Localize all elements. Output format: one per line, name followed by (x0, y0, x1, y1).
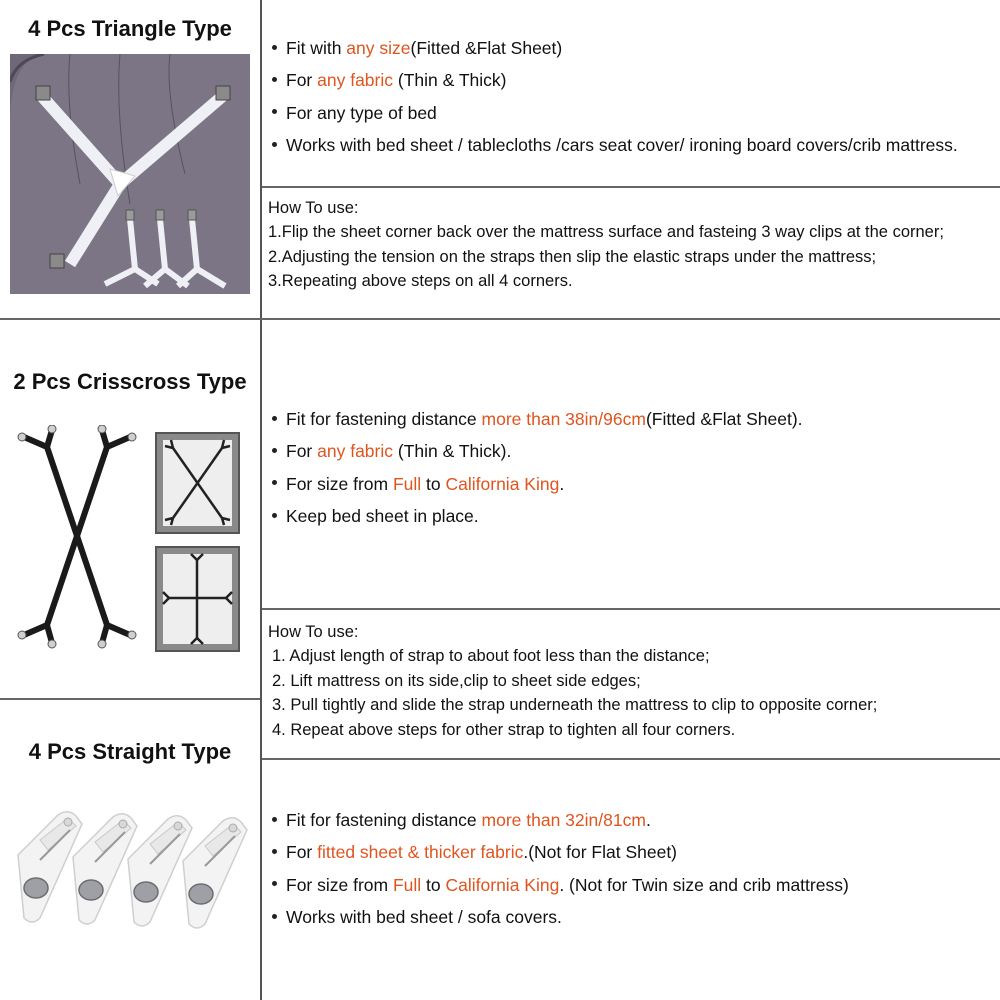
feature-bullet (268, 804, 849, 836)
highlight-text: California King (445, 473, 560, 494)
body-text: . (Not for Twin size and crib mattress) (559, 874, 849, 895)
section-divider (0, 318, 1000, 320)
crisscross-howto (268, 620, 877, 742)
feature-bullet (268, 869, 849, 901)
howto-divider (262, 186, 1000, 188)
bullet-icon (272, 849, 277, 854)
highlight-text: any fabric (317, 70, 393, 91)
crisscross-mattress-diagram-top (155, 432, 240, 534)
feature-bullet (268, 435, 803, 467)
highlight-text: more than 32in/81cm (481, 810, 646, 830)
bullet-icon (272, 480, 277, 485)
rt (286, 70, 506, 90)
triangle-features (268, 32, 958, 161)
body-text: For any type of bed (286, 102, 437, 123)
rt (286, 907, 562, 927)
crisscross-features (268, 403, 803, 532)
section-title-triangle: 4 Pcs Triangle Type (28, 16, 232, 41)
bullet-icon (272, 448, 277, 453)
bullet-icon (272, 513, 277, 518)
feature-bullet (268, 500, 803, 532)
body-text: Keep bed sheet in place. (286, 505, 479, 526)
body-text: (Thin & Thick). (393, 441, 512, 462)
rt (286, 506, 479, 526)
rt (286, 875, 849, 895)
feature-bullet (268, 836, 849, 868)
body-text: Fit for fastening distance (286, 409, 482, 429)
crisscross-strap-image (12, 425, 142, 650)
body-text: For size from (286, 874, 393, 895)
highlight-text: more than 38in/96cm (481, 409, 646, 429)
straight-features (268, 804, 849, 933)
feature-bullet (268, 64, 958, 96)
howto-step: 3. Pull tightly and slide the strap underneath the mattress to clip to opposite corner; (272, 696, 878, 714)
rt (286, 103, 437, 123)
section-title-crisscross: 2 Pcs Crisscross Type (13, 369, 247, 394)
body-text: . (645, 810, 651, 830)
rt (286, 409, 803, 429)
feature-bullet (268, 97, 958, 129)
howto-title: How To use: (268, 623, 359, 641)
howto-title: How To use: (268, 199, 359, 217)
crisscross-mattress-diagram-bottom (155, 546, 240, 652)
section-divider (262, 758, 1000, 760)
rt (286, 810, 651, 830)
body-text: .(Not for Flat Sheet) (523, 842, 678, 863)
feature-bullet (268, 468, 803, 500)
highlight-text: any size (346, 38, 411, 58)
triangle-clip-image (10, 54, 250, 294)
bullet-icon (272, 914, 277, 919)
body-text: For (286, 70, 318, 91)
howto-step: 2. Lift mattress on its side,clip to sheet side edges; (272, 671, 641, 690)
rt (286, 474, 564, 494)
rt (286, 441, 511, 461)
body-text: to (421, 874, 446, 895)
highlight-text: Full (392, 473, 422, 494)
body-text: . (559, 473, 565, 494)
highlight-text: any fabric (317, 441, 393, 462)
section-title-straight: 4 Pcs Straight Type (28, 739, 232, 764)
body-text: (Fitted &Flat Sheet) (410, 38, 563, 58)
rt (286, 38, 562, 58)
body-text: (Thin & Thick) (393, 70, 507, 91)
feature-bullet (268, 129, 958, 161)
bullet-icon (272, 881, 277, 886)
rt (286, 135, 958, 155)
howto-step: 2.Adjusting the tension on the straps then slip the elastic straps under the mattress; (268, 247, 877, 266)
body-text: For (286, 842, 318, 863)
howto-step: 4. Repeat above steps for other strap to tighten all four corners. (272, 720, 736, 739)
section-divider (0, 698, 260, 700)
howto-step: 3.Repeating above steps on all 4 corners. (268, 272, 573, 290)
bullet-icon (272, 817, 277, 822)
highlight-text: fitted sheet & thicker fabric (317, 842, 524, 863)
body-text: Works with bed sheet / sofa covers. (286, 906, 562, 927)
howto-step: 1.Flip the sheet corner back over the mattress surface and fasteing 3 way clips at the corner; (268, 223, 944, 241)
body-text: Works with bed sheet / tablecloths /cars seat cover/ ironing board covers/crib mattress. (286, 134, 958, 155)
body-text: For size from (286, 473, 393, 494)
howto-divider (262, 608, 1000, 610)
highlight-text: Full (392, 874, 422, 895)
bullet-icon (272, 45, 277, 50)
highlight-text: California King (445, 874, 560, 895)
body-text: to (421, 473, 446, 494)
triangle-howto (268, 196, 944, 294)
feature-bullet (268, 32, 958, 64)
bullet-icon (272, 142, 277, 147)
body-text: For (286, 441, 318, 462)
rt (286, 842, 677, 862)
bullet-icon (272, 416, 277, 421)
feature-bullet (268, 403, 803, 435)
column-divider (260, 0, 262, 1000)
body-text: Fit with (286, 38, 347, 58)
bullet-icon (272, 109, 277, 114)
body-text: (Fitted &Flat Sheet). (645, 409, 803, 429)
straight-strap-image (10, 800, 255, 935)
bullet-icon (272, 77, 277, 82)
body-text: Fit for fastening distance (286, 810, 482, 830)
feature-bullet (268, 901, 849, 933)
howto-step: 1. Adjust length of strap to about foot less than the distance; (272, 647, 710, 665)
